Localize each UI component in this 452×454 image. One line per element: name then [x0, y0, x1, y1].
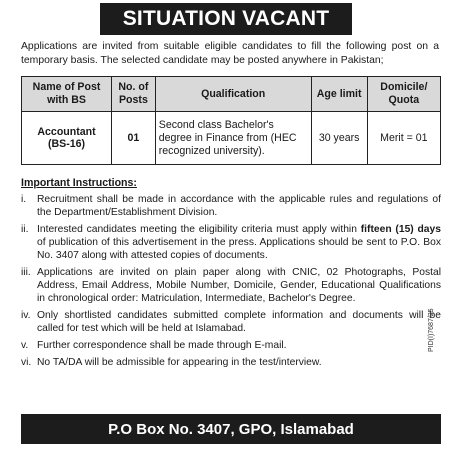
item-text-part: Recruitment shall be made in accordance with the applicable rules and regulations of the Department/Establishment Division. [37, 194, 441, 218]
item-number: iii. [21, 267, 31, 278]
cell-age-limit: 30 years [311, 112, 367, 165]
cell-qualification: Second class Bachelor's degree in Finance from (HEC recognized university). [155, 112, 311, 165]
item-text [37, 356, 441, 369]
item-text [37, 223, 441, 262]
publication-code: PID(I)7687/25 [428, 308, 435, 352]
list-item [21, 266, 441, 305]
post-name-line1: Accountant [37, 126, 96, 138]
instructions-heading: Important Instructions: [21, 177, 137, 189]
list-item [21, 356, 441, 369]
item-number: i. [21, 194, 27, 205]
table-header-row [22, 77, 441, 112]
item-text [37, 193, 441, 219]
table-row [22, 112, 441, 165]
item-text-part: Further correspondence shall be made through E-mail. [37, 340, 287, 351]
item-text-part: No TA/DA will be admissible for appearing in the test/interview. [37, 357, 322, 368]
instructions-list [21, 193, 441, 373]
posts-table [21, 76, 441, 165]
header-qualification: Qualification [155, 77, 311, 112]
cell-no-of-posts: 01 [112, 112, 156, 165]
item-text-part: of publication of this advertisement in the press. Applications should be sent to P.O. Box No. 3407 along with attested copies of documents. [37, 237, 441, 261]
item-number: iv. [21, 310, 31, 321]
item-text [37, 266, 441, 305]
item-number: ii. [21, 224, 29, 235]
item-text-part: Only shortlisted candidates submitted complete information and documents will be called for test which will be held at Islamabad. [37, 310, 441, 334]
header-no-of-posts: No. of Posts [112, 77, 156, 112]
item-text-part: Applications are invited on plain paper along with CNIC, 02 Photographs, Postal Address, Email Address, Mobile Number, Domicile, Gender, Educational Qualifications in chronological order: Matriculation, Intermediate, Bachelor's Degree. [37, 267, 441, 304]
item-text [37, 339, 441, 352]
ad-title: SITUATION VACANT [100, 3, 352, 35]
item-text [37, 309, 441, 335]
list-item [21, 193, 441, 219]
footer-address: P.O Box No. 3407, GPO, Islamabad [21, 414, 441, 444]
item-number: v. [21, 340, 29, 351]
intro-paragraph: Applications are invited from suitable eligible candidates to fill the following post on a temporary basis. The selected candidate may be posted anywhere in Pakistan; [21, 41, 439, 66]
header-domicile: Domicile/ Quota [367, 77, 440, 112]
header-age-limit: Age limit [311, 77, 367, 112]
item-number: vi. [21, 357, 32, 368]
header-post-name: Name of Post with BS [22, 77, 112, 112]
item-text-bold: fifteen (15) days [360, 224, 441, 235]
cell-post-name [22, 112, 112, 165]
post-name-line2: (BS-16) [47, 138, 86, 150]
list-item [21, 223, 441, 262]
item-text-part: Interested candidates meeting the eligibility criteria must apply within [37, 224, 361, 235]
list-item [21, 339, 441, 352]
list-item [21, 309, 441, 335]
cell-domicile: Merit = 01 [367, 112, 440, 165]
